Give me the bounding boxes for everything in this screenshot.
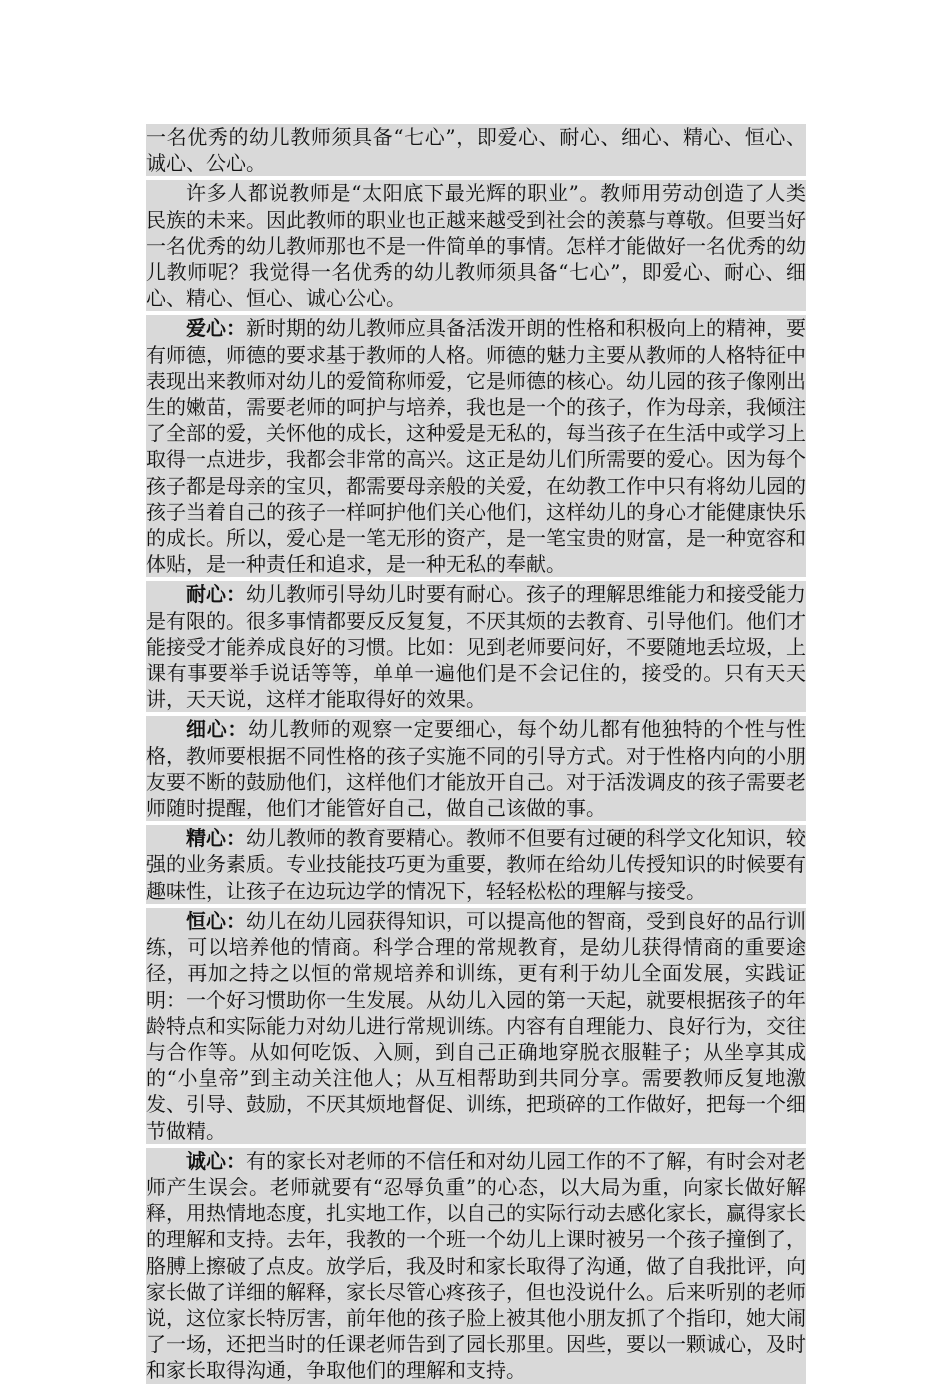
paragraph-text: 有的家长对老师的不信任和对幼儿园工作的不了解，有时会对老师产生误会。老师就要有“忍辱负重”的心态，以大局为重，向家长做好解释，用热情地态度，扎实地工作，以自己的实际行动去感化家长，赢得家长的理解和支持。去年，我教的一个班一个幼儿上课时被另一个孩子撞倒了，胳膊上擦破了点皮。放学后，我及时和家长取得了沟通，做了自我批评，向家长做了详细的解释，家长尽管心疼孩子，但也没说什么。后来听别的老师说，这位家长特厉害，前年他的孩子脸上被其他小朋友抓了个指印，她大闹了一场，还把当时的任课老师告到了园长那里。因些，要以一颗诚心，及时和家长取得沟通，争取他们的理解和支持。 xyxy=(146,1148,806,1383)
paragraph-term: 诚心： xyxy=(186,1148,246,1173)
sincerity-paragraph xyxy=(146,1148,806,1384)
paragraph-text: 幼儿在幼儿园获得知识，可以提高他的智商，受到良好的品行训练，可以培养他的情商。科学合理的常规教育，是幼儿获得情商的重要途径，再加之持之以恒的常规培养和训练，更有利于幼儿全面发展，实践证明：一个好习惯助你一生发展。从幼儿入园的第一天起，就要根据孩子的年龄特点和实际能力对幼儿进行常规训练。内容有自理能力、良好行为，交往与合作等。从如何吃饭、入厕，到自己正确地穿脱衣服鞋子；从坐享其成的“小皇帝”到主动关注他人；从互相帮助到共同分享。需要教师反复地激发、引导、鼓励，不厌其烦地督促、训练，把琐碎的工作做好，把每一个细节做精。 xyxy=(146,908,806,1143)
intro-paragraph xyxy=(146,124,806,176)
dedication-paragraph xyxy=(146,825,806,904)
paragraph-text: 一名优秀的幼儿教师须具备“七心”，即爱心、耐心、细心、精心、恒心、诚心、公心。 xyxy=(146,125,806,176)
paragraph-text: 幼儿教师的观察一定要细心，每个幼儿都有他独特的个性与性格，教师要根据不同性格的孩子实施不同的引导方式。对于性格内向的小朋友要不断的鼓励他们，这样他们才能放开自己。对于活泼调皮的孩子需要老师随时提醒，他们才能管好自己，做自己该做的事。 xyxy=(146,717,807,821)
paragraph-term: 恒心： xyxy=(186,908,246,933)
paragraph-text: 新时期的幼儿教师应具备活泼开朗的性格和积极向上的精神，要有师德，师德的要求基于教师的人格。师德的魅力主要从教师的人格特征中表现出来教师对幼儿的爱简称师爱，它是师德的核心。幼儿园的孩子像刚出生的嫩苗，需要老师的呵护与培养，我也是一个的孩子，作为母亲，我倾注了全部的爱，关怀他的成长，这种爱是无私的，每当孩子在生活中或学习上取得一点进步，我都会非常的高兴。这正是幼儿们所需要的爱心。因为每个孩子都是母亲的宝贝，都需要母亲般的关爱，在幼教工作中只有将幼儿园的孩子当着自己的孩子一样呵护他们关心他们，这样幼儿的身心才能健康快乐的成长。所以，爱心是一笔无形的资产，是一笔宝贵的财富，是一种宽容和体贴，是一种责任和追求，是一种无私的奉献。 xyxy=(146,316,806,577)
paragraph-text: 幼儿教师引导幼儿时要有耐心。孩子的理解思维能力和接受能力是有限的。很多事情都要反反复复，不厌其烦的去教育、引导他们。他们才能接受才能养成良好的习惯。比如：见到老师要问好，不要随地丢垃圾，上课有事要举手说话等等，单单一遍他们是不会记住的，接受的。只有天天讲，天天说，这样才能取得好的效果。 xyxy=(146,582,806,712)
opening-paragraph xyxy=(146,180,806,311)
paragraph-term: 耐心： xyxy=(186,582,246,607)
paragraph-text: 幼儿教师的教育要精心。教师不但要有过硬的科学文化知识，较强的业务素质。专业技能技巧更为重要，教师在给幼儿传授知识的时候要有趣味性，让孩子在边玩边学的情况下，轻轻松松的理解与接受。 xyxy=(146,826,806,903)
paragraph-term: 精心： xyxy=(186,826,246,851)
perseverance-paragraph xyxy=(146,908,806,1144)
patience-paragraph xyxy=(146,581,806,712)
paragraph-term: 爱心： xyxy=(186,316,246,341)
paragraph-term: 细心： xyxy=(186,717,249,742)
love-paragraph xyxy=(146,315,806,577)
paragraph-text: 许多人都说教师是“太阳底下最光辉的职业”。教师用劳动创造了人类民族的未来。因此教师的职业也正越来越受到社会的羡慕与尊敬。但要当好一名优秀的幼儿教师那也不是一件简单的事情。怎样才能做好一名优秀的幼儿教师呢？我觉得一名优秀的幼儿教师须具备“七心”，即爱心、耐心、细心、精心、恒心、诚心公心。 xyxy=(146,181,806,311)
document-body xyxy=(146,124,806,1384)
carefulness-paragraph xyxy=(146,716,806,821)
